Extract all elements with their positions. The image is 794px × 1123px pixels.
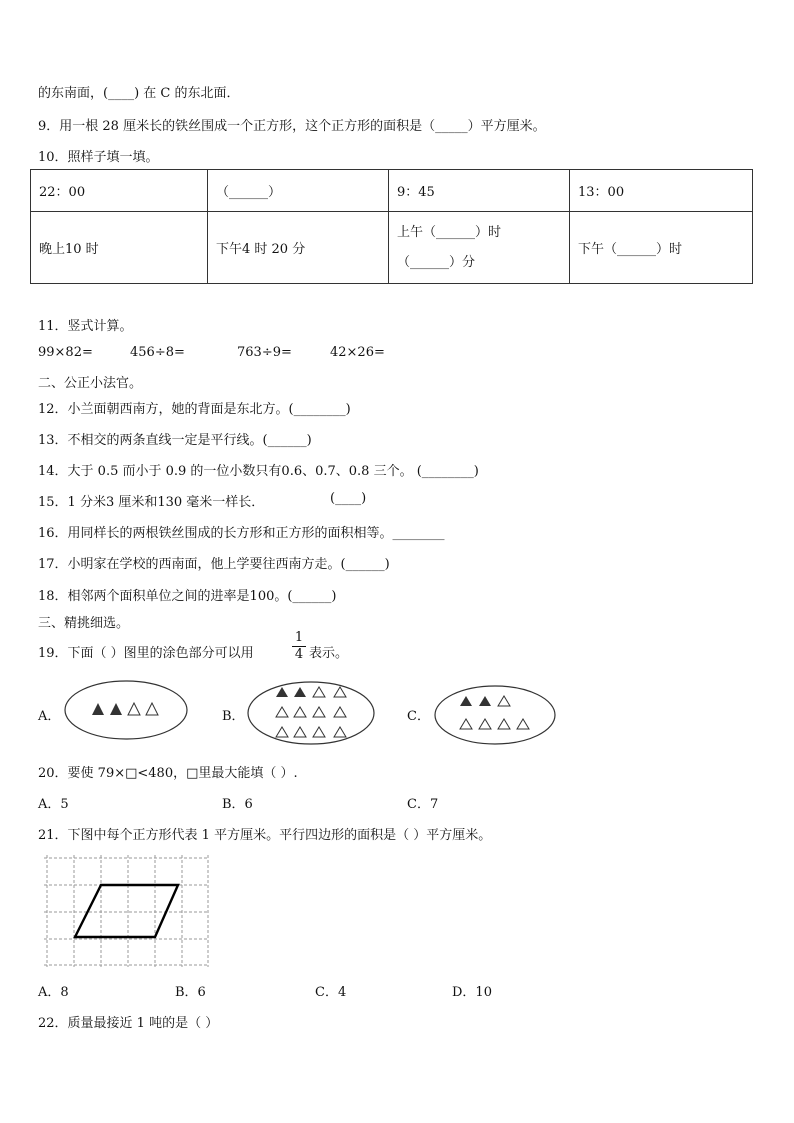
fraction-numerator: 1 <box>294 630 304 645</box>
calc-item: 456÷8= <box>130 345 185 360</box>
shaded-triangle-icon <box>460 696 472 706</box>
question-21: 21．下图中每个正方形代表 1 平方厘米。平行四边形的面积是（ ）平方厘米。 <box>38 828 492 843</box>
shaded-triangle-icon <box>294 687 306 697</box>
question-12: 12．小兰面朝西南方，她的背面是东北方。(________) <box>38 402 351 417</box>
section-2-heading: 二、公正小法官。 <box>38 376 143 391</box>
triangle-icon <box>517 719 529 729</box>
table-cell: 晚上10 时 <box>31 212 208 284</box>
question-13: 13．不相交的两条直线一定是平行线。(______) <box>38 433 312 448</box>
calc-item: 99×82= <box>38 345 93 360</box>
triangle-icon <box>313 687 325 697</box>
fraction <box>292 630 306 663</box>
shaded-triangle-icon <box>92 703 104 715</box>
triangle-icon <box>294 727 306 737</box>
option-a: A．5 <box>38 797 69 812</box>
triangle-icon <box>294 707 306 717</box>
table-cell: 9：45 <box>389 170 570 212</box>
option-b: B．6 <box>222 797 253 812</box>
option-a: A．8 <box>38 985 69 1000</box>
triangle-icon <box>498 696 510 706</box>
triangle-icon <box>313 707 325 717</box>
option-d: D．10 <box>452 985 492 1000</box>
parallelogram <box>75 885 178 937</box>
grid-parallelogram-figure <box>42 853 210 969</box>
question-10: 10．照样子填一填。 <box>38 150 159 165</box>
option-c: C．4 <box>315 985 347 1000</box>
triangle-icon <box>146 703 158 715</box>
table-cell <box>389 212 570 284</box>
table-cell: 下午（______）时 <box>570 212 753 284</box>
triangle-icon <box>276 727 288 737</box>
section-3-heading: 三、精挑细选。 <box>38 616 130 631</box>
ellipse-figure-c <box>433 684 557 746</box>
shaded-triangle-icon <box>479 696 491 706</box>
option-a-label: A． <box>38 709 61 724</box>
table-cell: 13：00 <box>570 170 753 212</box>
triangle-icon <box>479 719 491 729</box>
cell-line: （______）分 <box>397 254 476 270</box>
table-cell: 22：00 <box>31 170 208 212</box>
table-cell: 下午4 时 20 分 <box>208 212 389 284</box>
triangle-icon <box>498 719 510 729</box>
ellipse-figure-a <box>63 679 189 741</box>
option-c-label: C． <box>407 709 430 724</box>
table-row <box>31 170 753 212</box>
question-19: 19．下面（ ）图里的涂色部分可以用 <box>38 646 254 661</box>
question-22: 22．质量最接近 1 吨的是（ ） <box>38 1016 219 1031</box>
option-c: C．7 <box>407 797 439 812</box>
question-9: 9．用一根 28 厘米长的铁丝围成一个正方形，这个正方形的面积是（_____）平方厘米。 <box>38 119 546 134</box>
question-19-tail: 表示。 <box>309 646 349 661</box>
triangle-icon <box>460 719 472 729</box>
triangle-icon <box>334 727 346 737</box>
table-cell: （______） <box>208 170 389 212</box>
cell-line: 上午（______）时 <box>397 224 502 240</box>
time-table <box>30 169 753 284</box>
question-16: 16．用同样长的两根铁丝围成的长方形和正方形的面积相等。________ <box>38 526 445 541</box>
triangle-icon <box>334 687 346 697</box>
table-row <box>31 212 753 284</box>
calc-item: 763÷9= <box>237 345 292 360</box>
question-17: 17．小明家在学校的西南面，他上学要往西南方走。(______) <box>38 557 390 572</box>
ellipse-figure-b <box>246 680 377 746</box>
fraction-denominator: 4 <box>294 647 304 662</box>
option-b-label: B． <box>222 709 245 724</box>
triangle-icon <box>276 707 288 717</box>
shaded-triangle-icon <box>276 687 288 697</box>
question-11: 11．竖式计算。 <box>38 319 133 334</box>
triangle-icon <box>334 707 346 717</box>
answer-blank: (____) <box>330 491 367 506</box>
question-8-tail: 的东南面，(____) 在 C 的东北面． <box>38 86 240 101</box>
triangle-icon <box>128 703 140 715</box>
triangle-icon <box>313 727 325 737</box>
shaded-triangle-icon <box>110 703 122 715</box>
question-18: 18．相邻两个面积单位之间的进率是100。(______) <box>38 589 337 604</box>
calc-item: 42×26= <box>330 345 385 360</box>
question-14: 14．大于 0.5 而小于 0.9 的一位小数只有0.6、0.7、0.8 三个。 (________) <box>38 464 479 479</box>
question-20: 20．要使 79×□<480，□里最大能填（ ）. <box>38 766 298 781</box>
question-15: 15．1 分米3 厘米和130 毫米一样长． <box>38 495 265 510</box>
option-b: B．6 <box>175 985 206 1000</box>
